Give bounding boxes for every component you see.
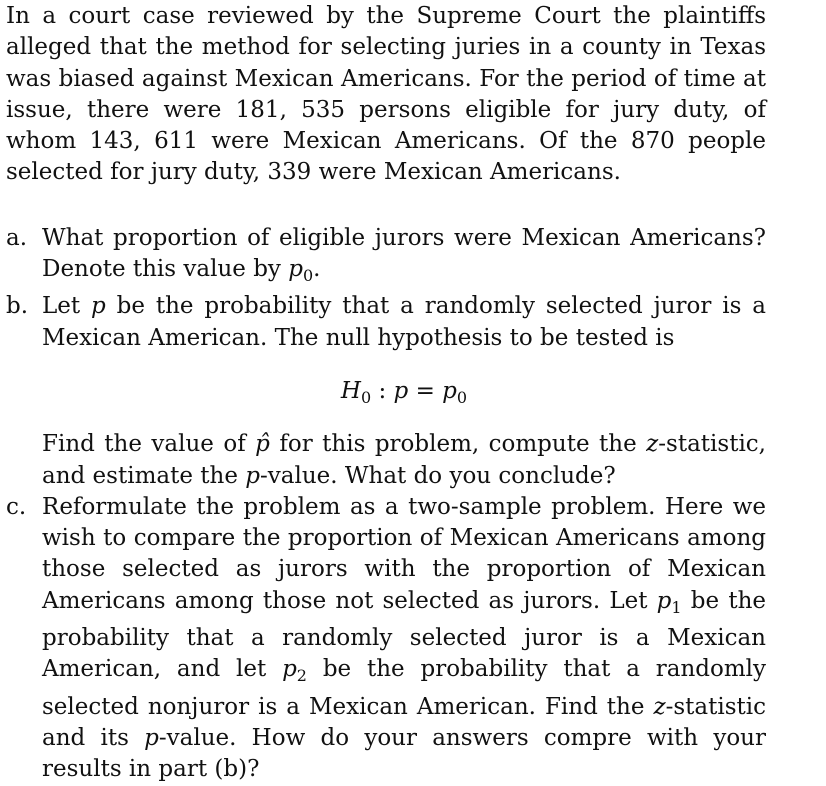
z-symbol: z [653, 693, 666, 720]
part-b-label: b. [6, 293, 29, 320]
part-a-text-2: . [313, 256, 321, 283]
part-b-continued [6, 429, 766, 492]
p1-symbol: $p_1$ [656, 587, 682, 617]
problem-parts [6, 223, 766, 786]
part-b-question: Find the value of p̂ for this problem, compute the z-statistic, and estimate the p-value. What do you conclude? [42, 431, 766, 489]
p0-symbol: $p_0$ [288, 256, 314, 286]
part-a-text-1: What proportion of eligible jurors were Mexican Americans? Denote this value by [42, 224, 766, 283]
problem-page [6, 0, 766, 786]
z-symbol: z [646, 431, 659, 458]
part-c-label: c. [6, 493, 27, 520]
part-a-text [42, 223, 766, 292]
p2-symbol: $p_2$ [282, 656, 307, 686]
p-symbol: p [91, 293, 106, 320]
part-b-text: Let p be the probability that a randomly selected juror is a Mexican American. The null hypothesis to be tested is [42, 293, 766, 351]
part-a [6, 223, 766, 292]
p-symbol: p [245, 462, 260, 489]
part-c [6, 492, 766, 786]
p-hat-symbol: p̂ [255, 431, 270, 458]
part-a-label: a. [6, 224, 28, 251]
null-hypothesis-formula: $H_0$ : $p = p_0$ [340, 377, 468, 407]
problem-intro: In a court case reviewed by the Supreme Court the plaintiffs alleged that the method for selecting juries in a county in Texas was biased against Mexican Americans. For the period of time at issue, there were 181, 535 persons eligible for jury duty, of whom 143, 611 were Mexican Americans. Of the 870 people selected for jury duty, 339 were Mexican Americans. [6, 3, 766, 186]
part-c-text: Reformulate the problem as a two-sample problem. Here we wish to compare the proportion of Mexican Americans among those selected as jurors with the proportion of Mexican Americans among those not selected as jurors. Let $p_1$ be the probability that a randomly selected juror is a Mexican American, and let $p_2$ be the probability that a randomly selected nonjuror is a Mexican American. Find the z-statistic and its p-value. How do your answers compre with your results in part (b)? [42, 493, 766, 783]
p-symbol: p [144, 724, 159, 751]
part-b [6, 291, 766, 354]
